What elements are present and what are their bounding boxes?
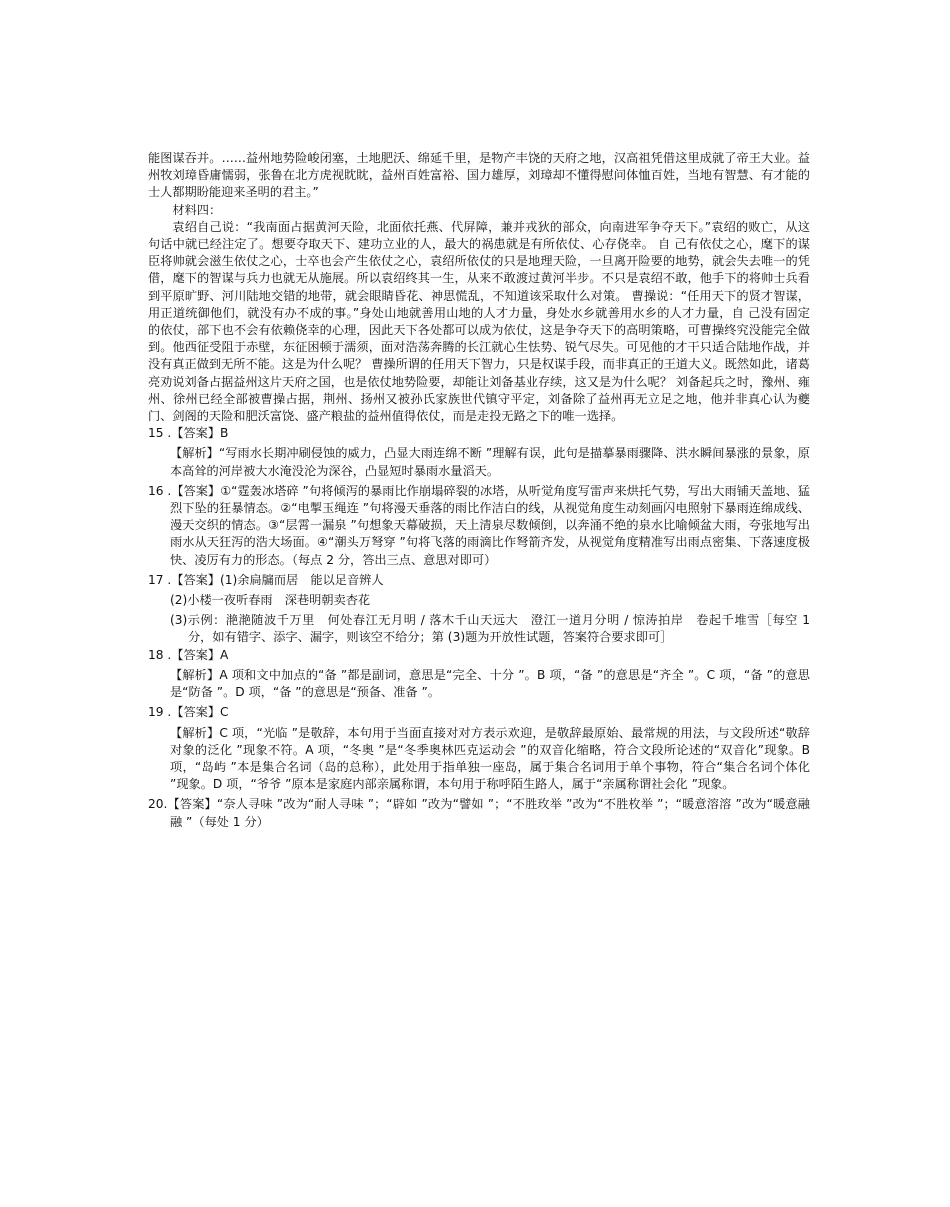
q17-part2: (2)小楼一夜听春雨 深巷明朝卖杏花 — [170, 593, 371, 608]
q19-answer: 19 .【答案】C — [148, 705, 229, 720]
material4-title: 材料四： — [172, 202, 222, 217]
q20-answer: 20.【答案】“奈人寻味 ”改为“耐人寻味 ”；“辟如 ”改为“譬如 ”；“不胜玫举 ”改为“不胜枚举 ”；“暖意溶溶 ”改为“暖意融融 ”（每处 1 分） — [148, 797, 810, 829]
q19-analysis: 【解析】C 项，“光临 ”是敬辞，本句用于当面直接对对方表示欢迎，是敬辞最原始、最常规的用法，与文段所述“敬辞对象的泛化 ”现象不符。A 项，“冬奥 ”是“冬季奥林匹克运动会 ”的双音化缩略，符合文段所论述的“双音化”现象。B 项，“岛屿 ”本是集合名词（岛的总称），此处用于指单独一座岛，属于集合名词用于单个事物，符合“集合名词个体化 ”现象。D 项，“爷爷 ”原本是家庭内部亲属称谓，本句用于称呼陌生路人，属于“亲属称谓社会化 ”现象。 — [170, 725, 810, 792]
material3-continuation: 能图谋吞并。……益州地势险峻闭塞，土地肥沃、绵延千里，是物产丰饶的天府之地，汉高祖凭借这里成就了帝王大业。益州牧刘璋昏庸懦弱，张鲁在北方虎视眈眈，益州百姓富裕、国力雄厚，刘璋却不懂得慰问体恤百姓，当地有智慧、有才能的士人都期盼能迎来圣明的君主。” — [148, 151, 810, 200]
q18-answer: 18 .【答案】A — [148, 647, 229, 662]
q18-analysis: 【解析】A 项和文中加点的“备 ”都是副词，意思是“完全、十分 ”。B 项，“备 ”的意思是“齐全 ”。C 项，“备 ”的意思是“防备 ”。D 项，“备 ”的意思是“预备、准备 ”。 — [170, 667, 810, 700]
q16-answer: 16 .【答案】①“霆轰冰塔碎 ”句将倾泻的暴雨比作崩塌碎裂的冰塔，从听觉角度写雷声来烘托气势，写出大雨铺天盖地、猛烈下坠的狂暴情态。②“电掣玉绳连 ”句将漫天垂落的雨比作洁白的线，从视觉角度生动刻画闪电照射下暴雨连绵成线、漫天交织的情态。③“层霄一漏泉 ”句想象天幕破损，天上清泉尽数倾倒，以奔涌不绝的泉水比喻倾盆大雨，夸张地写出雨水从天狂泻的浩大场面。④“潮头万弩穿 ”句将飞落的雨滴比作弩箭齐发，从视觉角度精准写出雨点密集、下落速度极快、凌厉有力的形态。（每点 2 分，答出三点、意思对即可） — [148, 483, 810, 567]
q17-answer: 17 .【答案】(1)余扃牖而居 能以足音辨人 — [148, 572, 384, 587]
material4-body: 袁绍自己说：“我南面占据黄河天险，北面依托燕、代屏障，兼并戎狄的部众，向南进军争夺天下。”袁绍的败亡，从这句话中就已经注定了。想要夺取天下、建功立业的人，最大的祸患就是有所依仗、心存侥幸。 自 己有依仗之心，麾下的谋臣将帅就会滋生依仗之心，士卒也会产生依仗之心，袁绍所依仗的只是地理天险，一旦离开险要的地势，就会失去唯一的凭借，麾下的智谋与兵力也就无从施展。所以袁绍终其一生，从来不敢渡过黄河半步。不只是袁绍不敢，他手下的将帅士兵看到平原旷野、河川陆地交错的地带，就会眼睛昏花、神思慌乱，不知道该采取什么对策。 曹操说：“任用天下的贤才智谋，用正道统御他们，就没有办不成的事。”身处山地就善用山地的人才力量，身处水乡就善用水乡的人才力量，自 己没有固定的依仗，部下也不会有依赖侥幸的心理，因此天下各处都可以成为依仗，这是争夺天下的高明策略，可曹操终究没能完全做到。他西征受阻于赤壁，东征困顿于濡须，面对浩荡奔腾的长江就心生怯势、锐气尽失。可见他的才干只适合陆地作战，并没有真正做到无所不能。这是为什么呢？ 曹操所谓的任用天下智力，只是权谋手段，而非真正的王道大义。既然如此，诸葛亮劝说刘备占据益州这片天府之国，也是依仗地势险要，却能让刘备基业存续，这又是为什么呢？ 刘备起兵之时，豫州、雍州、徐州已经全部被曹操占据，荆州、扬州又被孙氏家族世代镇守平定，刘备除了益州再无立足之地，他并非真心认为夔门、剑阁的天险和肥沃富饶、盛产粮盐的益州值得依仗，而是走投无路之下的唯一选择。 — [148, 219, 810, 424]
q17-part3: (3)示例：滟滟随波千万里 何处春江无月明 / 落木千山天远大 澄江一道月分明 / 惊涛拍岸 卷起千堆雪［每空 1 分，如有错字、添字、漏字，则该空不给分；第 (3)题为开放性试题，答案符合要求即可］ — [170, 613, 810, 645]
answer-document — [148, 150, 810, 831]
q15-analysis: 【解析】“写雨水长期冲刷侵蚀的威力，凸显大雨连绵不断 ”理解有误，此句是描摹暴雨骤降、洪水瞬间暴涨的景象，原本高耸的河岸被大水淹没沦为深谷，凸显短时暴雨水量滔天。 — [170, 446, 810, 478]
q15-answer: 15 .【答案】B — [148, 426, 229, 441]
